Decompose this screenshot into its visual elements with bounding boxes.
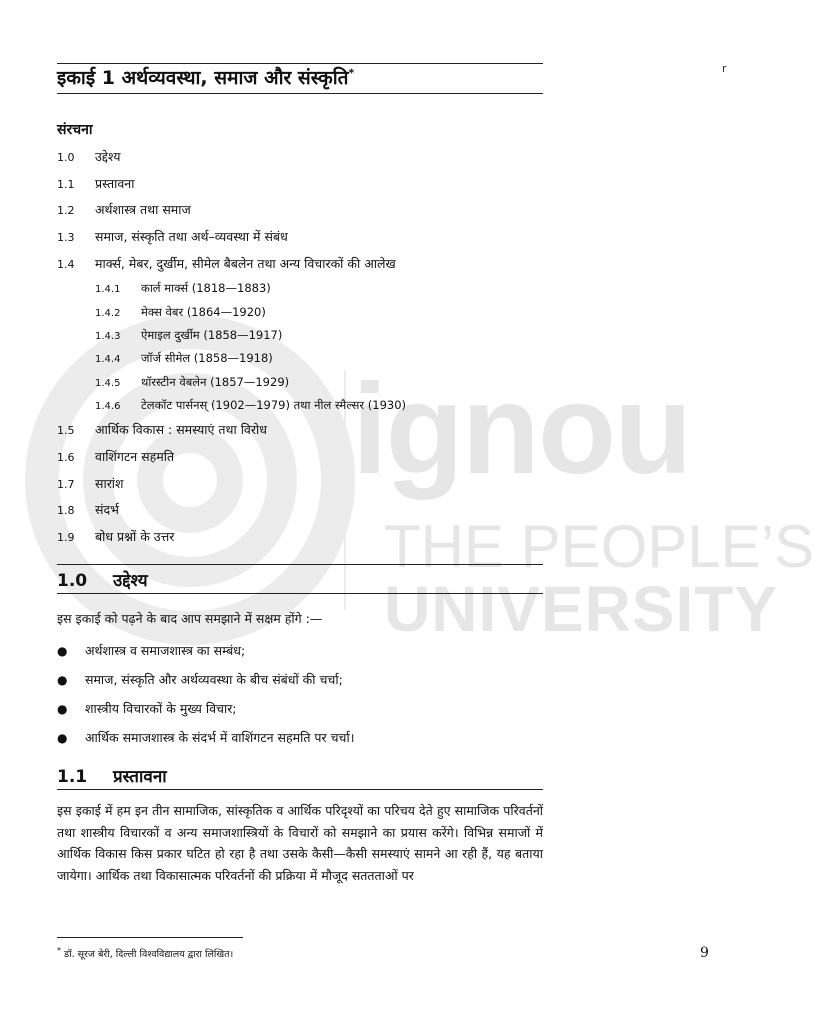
toc-item <box>57 373 557 396</box>
toc-item-number: 1.4.6 <box>95 400 121 412</box>
toc-item-label: वाशिंगटन सहमति <box>95 448 175 464</box>
unit-title-text: इकाई 1 अर्थव्यवस्था, समाज और संस्कृति <box>57 67 349 89</box>
toc-item-label: जॉर्ज सीमेल (1858—1918) <box>141 351 273 366</box>
toc-item-number: 1.4.2 <box>95 307 121 319</box>
section-1-1-title: प्रस्तावना <box>113 767 167 787</box>
toc-item-label: सारांश <box>95 475 124 491</box>
toc-item-number: 1.4.1 <box>95 284 121 296</box>
section-1-0-heading <box>57 568 148 591</box>
toc-item <box>57 526 557 553</box>
section-1-0-bottom-rule <box>57 593 543 594</box>
structure-list <box>57 146 557 553</box>
introduction-paragraph: इस इकाई में हम इन तीन सामाजिक, सांस्कृतिक व आर्थिक परिदृश्यों का परिचय देते हुए सामाजिक परिवर्तनों तथा शास्त्रीय विचारकों व अन्य समाजशास्त्रियों के विचारों को समझाने का प्रयास करेंगे। विभिन्न समाजों में आर्थिक विकास किस प्रकार घटित हो रहा है तथा उसके कैसी—कैसी समस्याएं सामने आ रही हैं, यह बताया जायेगा। आर्थिक तथा विकासात्मक परिवर्तनों की प्रक्रिया में मौजूद सततताओं पर <box>57 803 543 883</box>
toc-item-label: थॉरस्टीन वेबलेन (1857—1929) <box>141 374 290 389</box>
toc-item <box>57 279 557 302</box>
toc-item-number: 1.6 <box>57 450 75 464</box>
toc-item <box>57 446 557 473</box>
objectives-list <box>57 640 354 756</box>
toc-item-label: प्रस्तावना <box>95 175 135 191</box>
objective-text: आर्थिक समाजशास्त्र के संदर्भ में वाशिंगटन सहमति पर चर्चा। <box>85 730 355 745</box>
watermark-tagline-2: UNIVERSITY <box>384 573 779 645</box>
toc-item-number: 1.3 <box>57 231 75 245</box>
section-1-0-number: 1.0 <box>57 571 88 591</box>
bullet-icon: ● <box>57 702 68 716</box>
toc-item <box>57 396 557 419</box>
toc-item-number: 1.2 <box>57 204 75 218</box>
toc-item <box>57 253 557 280</box>
toc-item-label: टेलकॉट पार्सनस् (1902—1979) तथा नील स्मैल्सर (1930) <box>141 397 407 412</box>
toc-item-label: अर्थशास्त्र तथा समाज <box>95 202 191 218</box>
toc-item-label: समाज, संस्कृति तथा अर्थ–व्यवस्था में संबंध <box>95 229 288 245</box>
toc-item-label: मार्क्स, मेबर, दुर्खीम, सीमेल बैबलेन तथा अन्य विचारकों की आलेख <box>95 255 396 271</box>
toc-item <box>57 419 557 446</box>
footnote-text: डॉ. सूरज बेरी, दिल्ली विश्वविद्यालय द्वारा लिखित। <box>64 949 234 961</box>
toc-item-number: 1.7 <box>57 477 75 491</box>
toc-item-label: उद्देश्य <box>95 149 121 164</box>
corner-mark: r <box>722 62 727 75</box>
toc-item <box>57 326 557 349</box>
toc-item <box>57 473 557 500</box>
section-1-0-top-rule <box>57 564 543 565</box>
objective-text: शास्त्रीय विचारकों के मुख्य विचार; <box>85 701 237 716</box>
toc-item <box>57 499 557 526</box>
bullet-icon: ● <box>57 673 68 687</box>
unit-title <box>57 64 354 90</box>
toc-item-number: 1.9 <box>57 530 75 544</box>
toc-item <box>57 226 557 253</box>
objective-item <box>57 727 354 756</box>
objective-item <box>57 669 354 698</box>
toc-item-number: 1.5 <box>57 424 75 438</box>
unit-title-footnote-mark: * <box>348 66 355 80</box>
toc-item <box>57 303 557 326</box>
section-1-1-bottom-rule <box>57 789 543 790</box>
footnote <box>57 946 233 960</box>
toc-item-number: 1.4.4 <box>95 354 121 366</box>
watermark-tagline-1: THE PEOPLE’S <box>384 513 814 580</box>
toc-item <box>57 349 557 372</box>
objectives-intro: इस इकाई को पढ़ने के बाद आप समझाने में सक्षम होंगे :— <box>57 611 323 626</box>
section-1-1-heading <box>57 764 167 787</box>
toc-item-number: 1.0 <box>57 151 75 164</box>
structure-heading: संरचना <box>57 122 93 138</box>
toc-item-label: ऐमाइल दुर्खीम (1858—1917) <box>141 328 283 343</box>
section-1-1-number: 1.1 <box>57 767 88 787</box>
toc-item-number: 1.4.5 <box>95 377 121 389</box>
toc-item-label: बोध प्रश्नों के उत्तर <box>95 528 175 544</box>
title-bottom-rule <box>57 93 543 94</box>
toc-item <box>57 146 557 173</box>
toc-item-number: 1.1 <box>57 177 75 191</box>
toc-item-label: आर्थिक विकास : समस्याएं तथा विरोध <box>95 422 267 438</box>
section-1-0-title: उद्देश्य <box>113 571 148 591</box>
bullet-icon: ● <box>57 644 68 658</box>
toc-item-number: 1.4.3 <box>95 331 121 343</box>
footnote-rule <box>57 937 243 938</box>
toc-item-number: 1.8 <box>57 504 75 518</box>
objective-item <box>57 698 354 727</box>
footnote-mark: * <box>57 946 61 955</box>
objective-text: अर्थशास्त्र व समाजशास्त्र का सम्बंध; <box>85 643 246 658</box>
objective-item <box>57 640 354 669</box>
bullet-icon: ● <box>57 731 68 745</box>
toc-item <box>57 199 557 226</box>
watermark-brand: ignou <box>352 358 691 501</box>
toc-item <box>57 173 557 200</box>
toc-item-label: कार्ल मार्क्स (1818—1883) <box>141 281 271 296</box>
toc-item-number: 1.4 <box>57 257 75 271</box>
toc-item-label: मेक्स वेबर (1864—1920) <box>141 304 266 319</box>
page-number: 9 <box>700 945 709 961</box>
objective-text: समाज, संस्कृति और अर्थव्यवस्था के बीच संबंधों की चर्चा; <box>85 672 343 687</box>
toc-item-label: संदर्भ <box>95 502 119 518</box>
